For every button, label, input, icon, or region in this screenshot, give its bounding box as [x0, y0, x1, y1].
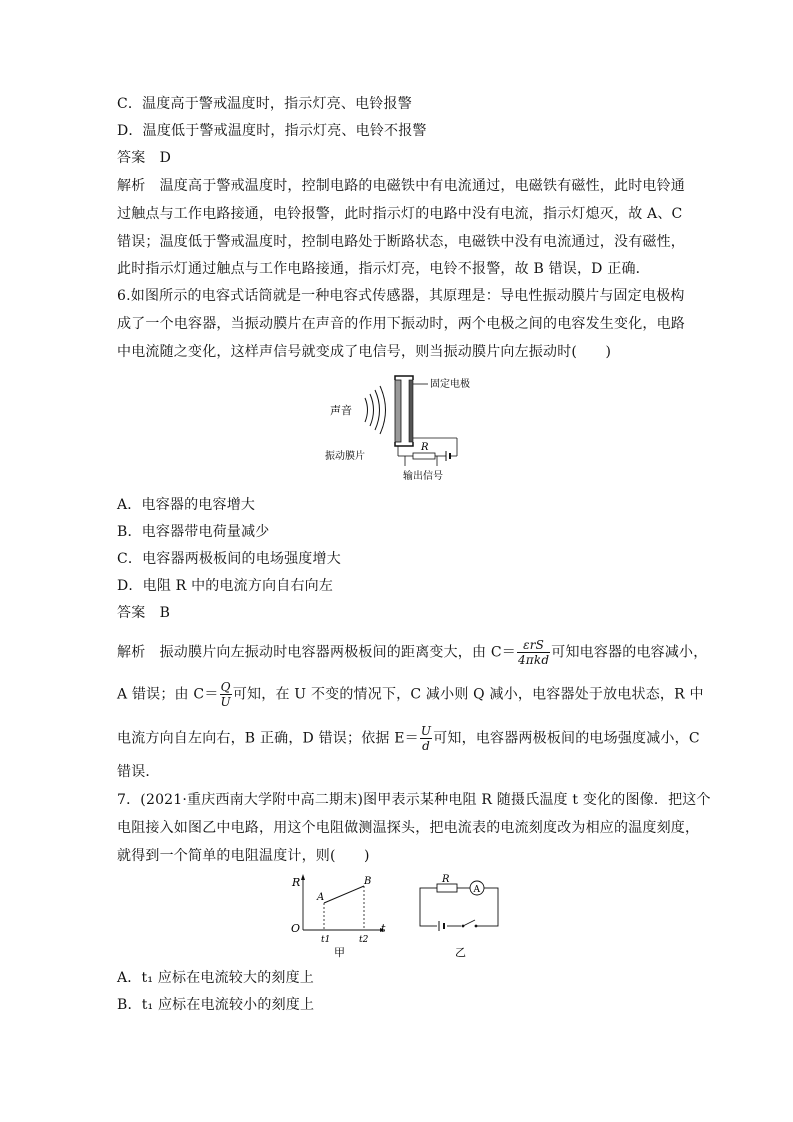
point-b-label: B — [364, 876, 372, 887]
exp6-text-2a: A 错误；由 C＝ — [117, 686, 219, 703]
question-6-line-1: 6.如图所示的电容式话筒就是一种电容式传感器，其原理是：导电性振动膜片与固定电极构 — [117, 288, 685, 304]
microphone-diagram — [325, 370, 475, 485]
fixed-electrode — [409, 380, 413, 442]
resistor-label: R — [442, 874, 450, 885]
formula-3-denominator: d — [422, 739, 430, 753]
sound-label: 声音 — [330, 404, 352, 417]
question-6-line-3: 中电流随之变化，这样声信号就变成了电信号，则当振动膜片向左振动时( ) — [117, 344, 612, 360]
option-6a: A．电容器的电容增大 — [117, 497, 256, 513]
formula-1-numerator: εrS — [517, 638, 550, 653]
option-6b: B．电容器带电荷量减少 — [117, 524, 270, 540]
explanation-6-line-3 — [117, 724, 700, 753]
explanation-5-line-3: 错误；温度低于警戒温度时，控制电路处于断路状态，电磁铁中没有电流通过，没有磁性， — [117, 234, 685, 250]
question-7-line-1: 7．(2021·重庆西南大学附中高二期末)图甲表示某种电阻 R 随摄氏温度 t 变化的图像．把这个 — [117, 792, 711, 808]
charge-formula — [220, 680, 232, 709]
exp6-text-3b: 可知，电容器两极板间的电场强度减小，C — [433, 730, 700, 747]
option-7a: A．t₁ 应标在电流较大的刻度上 — [117, 970, 314, 986]
membrane-label: 振动膜片 — [325, 451, 365, 462]
sound-wave-icon — [365, 398, 368, 422]
formula-2-denominator: U — [220, 695, 231, 709]
t2-label: t2 — [359, 935, 369, 945]
formula-1-denominator: 4πkd — [517, 653, 550, 667]
field-formula — [420, 724, 432, 753]
t1-label: t1 — [321, 935, 331, 945]
option-6d: D．电阻 R 中的电流方向自右向左 — [117, 578, 334, 594]
answer-5: 答案 D — [117, 150, 172, 166]
explanation-5-line-2: 过触点与工作电路接通，电铃报警，此时指示灯的电路中没有电流，指示灯熄灭，故 A、C — [117, 206, 683, 222]
y-axis-label: R — [292, 876, 301, 889]
caption-jia: 甲 — [334, 946, 345, 959]
resistance-temperature-graph — [285, 870, 395, 960]
exp6-text-2b: 可知，在 U 不变的情况下，C 减小则 Q 减小，电容器处于放电状态，R 中 — [232, 686, 704, 703]
exp6-text-1b: 可知电容器的电容减小， — [551, 644, 708, 661]
explanation-6-line-2 — [117, 680, 704, 709]
option-7b: B．t₁ 应标在电流较小的刻度上 — [117, 997, 315, 1013]
exp6-text-1a: 解析 振动膜片向左振动时电容器两极板间的距离变大，由 C＝ — [117, 644, 516, 661]
output-label: 输出信号 — [403, 471, 443, 482]
x-axis-label: t — [381, 922, 386, 935]
membrane-plate — [395, 380, 401, 442]
resistor-r — [437, 884, 457, 892]
explanation-6-line-1 — [117, 638, 707, 667]
resistor-label: R — [421, 442, 429, 453]
option-d-prev: D．温度低于警戒温度时，指示灯亮、电铃不报警 — [117, 123, 427, 139]
electrode-label: 固定电极 — [430, 379, 470, 390]
point-a-label: A — [317, 892, 325, 903]
explanation-5-line-1: 解析 温度高于警戒温度时，控制电路的电磁铁中有电流通过，电磁铁有磁性，此时电铃通 — [117, 178, 685, 194]
origin-label: O — [291, 922, 301, 935]
resistor-r — [413, 453, 435, 459]
answer-6: 答案 B — [117, 605, 171, 621]
ammeter-label: A — [473, 885, 480, 895]
exp6-text-3a: 电流方向自左向右，B 正确，D 错误；依据 E＝ — [117, 730, 419, 747]
option-c-prev: C．温度高于警戒温度时，指示灯亮、电铃报警 — [117, 96, 412, 112]
thermometer-circuit — [415, 872, 505, 962]
formula-2-numerator: Q — [220, 680, 231, 694]
question-7-line-3: 就得到一个简单的电阻温度计，则( ) — [117, 848, 370, 864]
question-7-line-2: 电阻接入如图乙中电路，用这个电阻做测温探头，把电流表的电流刻度改为相应的温度刻度， — [117, 820, 700, 836]
rt-line — [324, 886, 364, 903]
caption-yi: 乙 — [455, 946, 466, 959]
question-6-line-2: 成了一个电容器，当振动膜片在声音的作用下振动时，两个电极之间的电容发生变化，电路 — [117, 316, 685, 332]
capacitance-formula — [517, 638, 550, 667]
formula-3-numerator: U — [420, 724, 432, 738]
explanation-5-line-4: 此时指示灯通过触点与工作电路接通，指示灯亮，电铃不报警，故 B 错误，D 正确． — [117, 261, 650, 277]
option-6c: C．电容器两极板间的电场强度增大 — [117, 551, 341, 567]
explanation-6-line-4: 错误． — [117, 764, 160, 780]
